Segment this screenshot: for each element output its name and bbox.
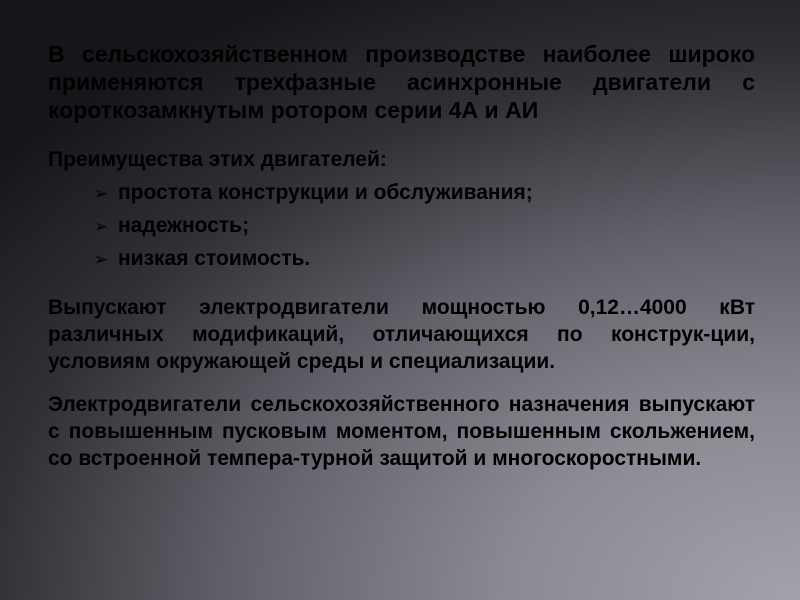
list-item (94, 210, 755, 243)
advantages-list (48, 177, 755, 276)
list-item-text: простота конструкции и обслуживания; (118, 181, 533, 204)
power-paragraph: Выпускают электродвигатели мощностью 0,12…4000 кВт различных модификаций, отличающихся по конструк-ции, условиям окружающей среды и специализации. (48, 296, 755, 373)
list-item (94, 243, 755, 276)
advantages-heading: Преимущества этих двигателей: (48, 148, 387, 171)
list-item-text: надежность; (118, 214, 250, 237)
intro-paragraph: В сельскохозяйственном производстве наиболее широко применяются трехфазные асинхронные двигатели с короткозамкнутым ротором серии 4А и АИ (48, 41, 755, 123)
chevron-right-icon: ➢ (94, 250, 109, 269)
chevron-right-icon: ➢ (94, 217, 109, 236)
list-item-text: низкая стоимость. (118, 247, 311, 270)
list-item (94, 177, 755, 210)
agri-paragraph: Электродвигатели сельскохозяйственного назначения выпускают с повышенным пусковым моментом, повышенным скольжением, со встроенной темпера-турной защитой и многоскоростными. (48, 393, 755, 470)
slide-content (48, 40, 755, 472)
chevron-right-icon: ➢ (94, 184, 109, 203)
